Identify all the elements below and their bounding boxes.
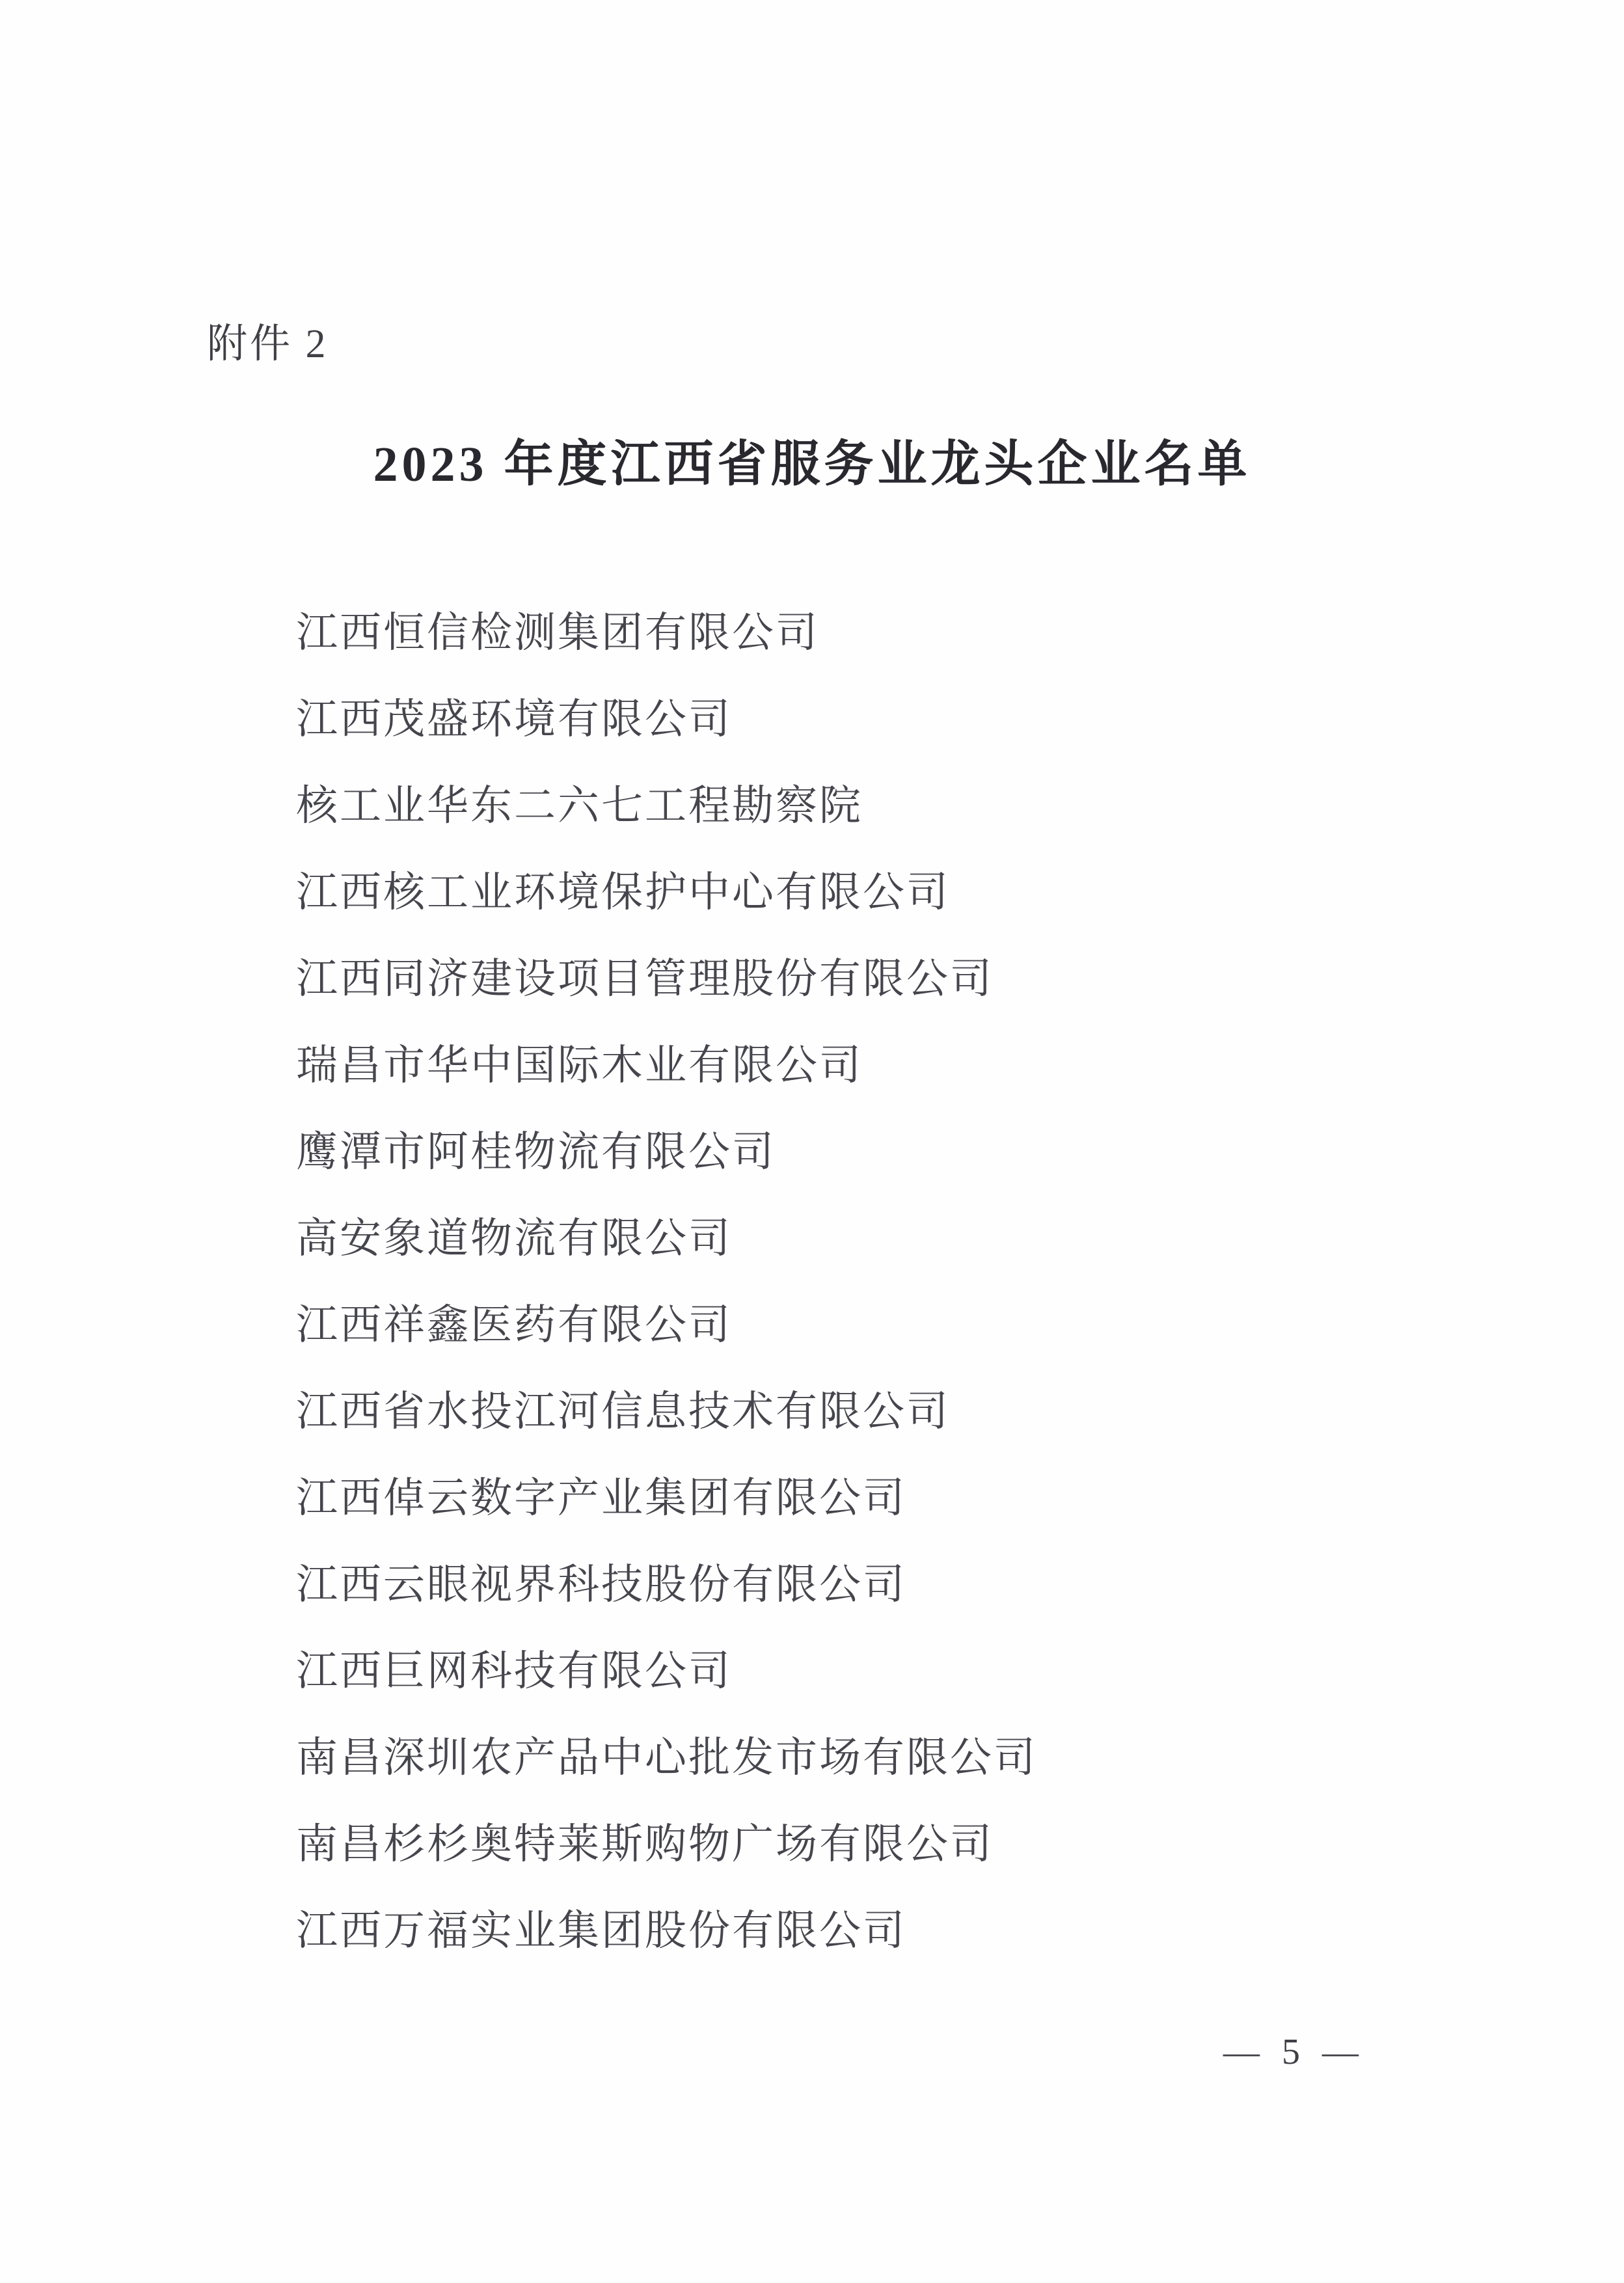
company-list-item: 江西核工业环境保护中心有限公司: [296, 869, 950, 915]
page-title: 2023 年度江西省服务业龙头企业名单: [373, 437, 1251, 492]
company-list-item: 江西云眼视界科技股份有限公司: [296, 1561, 906, 1608]
company-list-item: 江西祥鑫医药有限公司: [296, 1301, 732, 1348]
company-list-item: 南昌深圳农产品中心批发市场有限公司: [296, 1734, 1037, 1781]
company-list-item: 核工业华东二六七工程勘察院: [296, 782, 863, 829]
company-list-item: 江西省水投江河信息技术有限公司: [296, 1388, 950, 1435]
company-list-item: 高安象道物流有限公司: [296, 1215, 732, 1262]
company-list-item: 江西恒信检测集团有限公司: [296, 609, 819, 656]
company-list-item: 瑞昌市华中国际木业有限公司: [296, 1042, 863, 1088]
company-list-item: 江西万福实业集团股份有限公司: [296, 1907, 906, 1954]
company-list-item: 江西同济建设项目管理股份有限公司: [296, 955, 994, 1002]
company-list-item: 江西茂盛环境有限公司: [296, 696, 732, 742]
company-list-item: 江西巨网科技有限公司: [296, 1647, 732, 1694]
company-list-item: 江西倬云数字产业集团有限公司: [296, 1474, 906, 1521]
company-list: [296, 586, 1037, 1970]
company-list-item: 鹰潭市阿桂物流有限公司: [296, 1128, 776, 1175]
attachment-label: 附件 2: [207, 322, 329, 366]
company-list-item: 南昌杉杉奥特莱斯购物广场有限公司: [296, 1820, 994, 1867]
page-number: — 5 —: [1223, 2032, 1365, 2072]
